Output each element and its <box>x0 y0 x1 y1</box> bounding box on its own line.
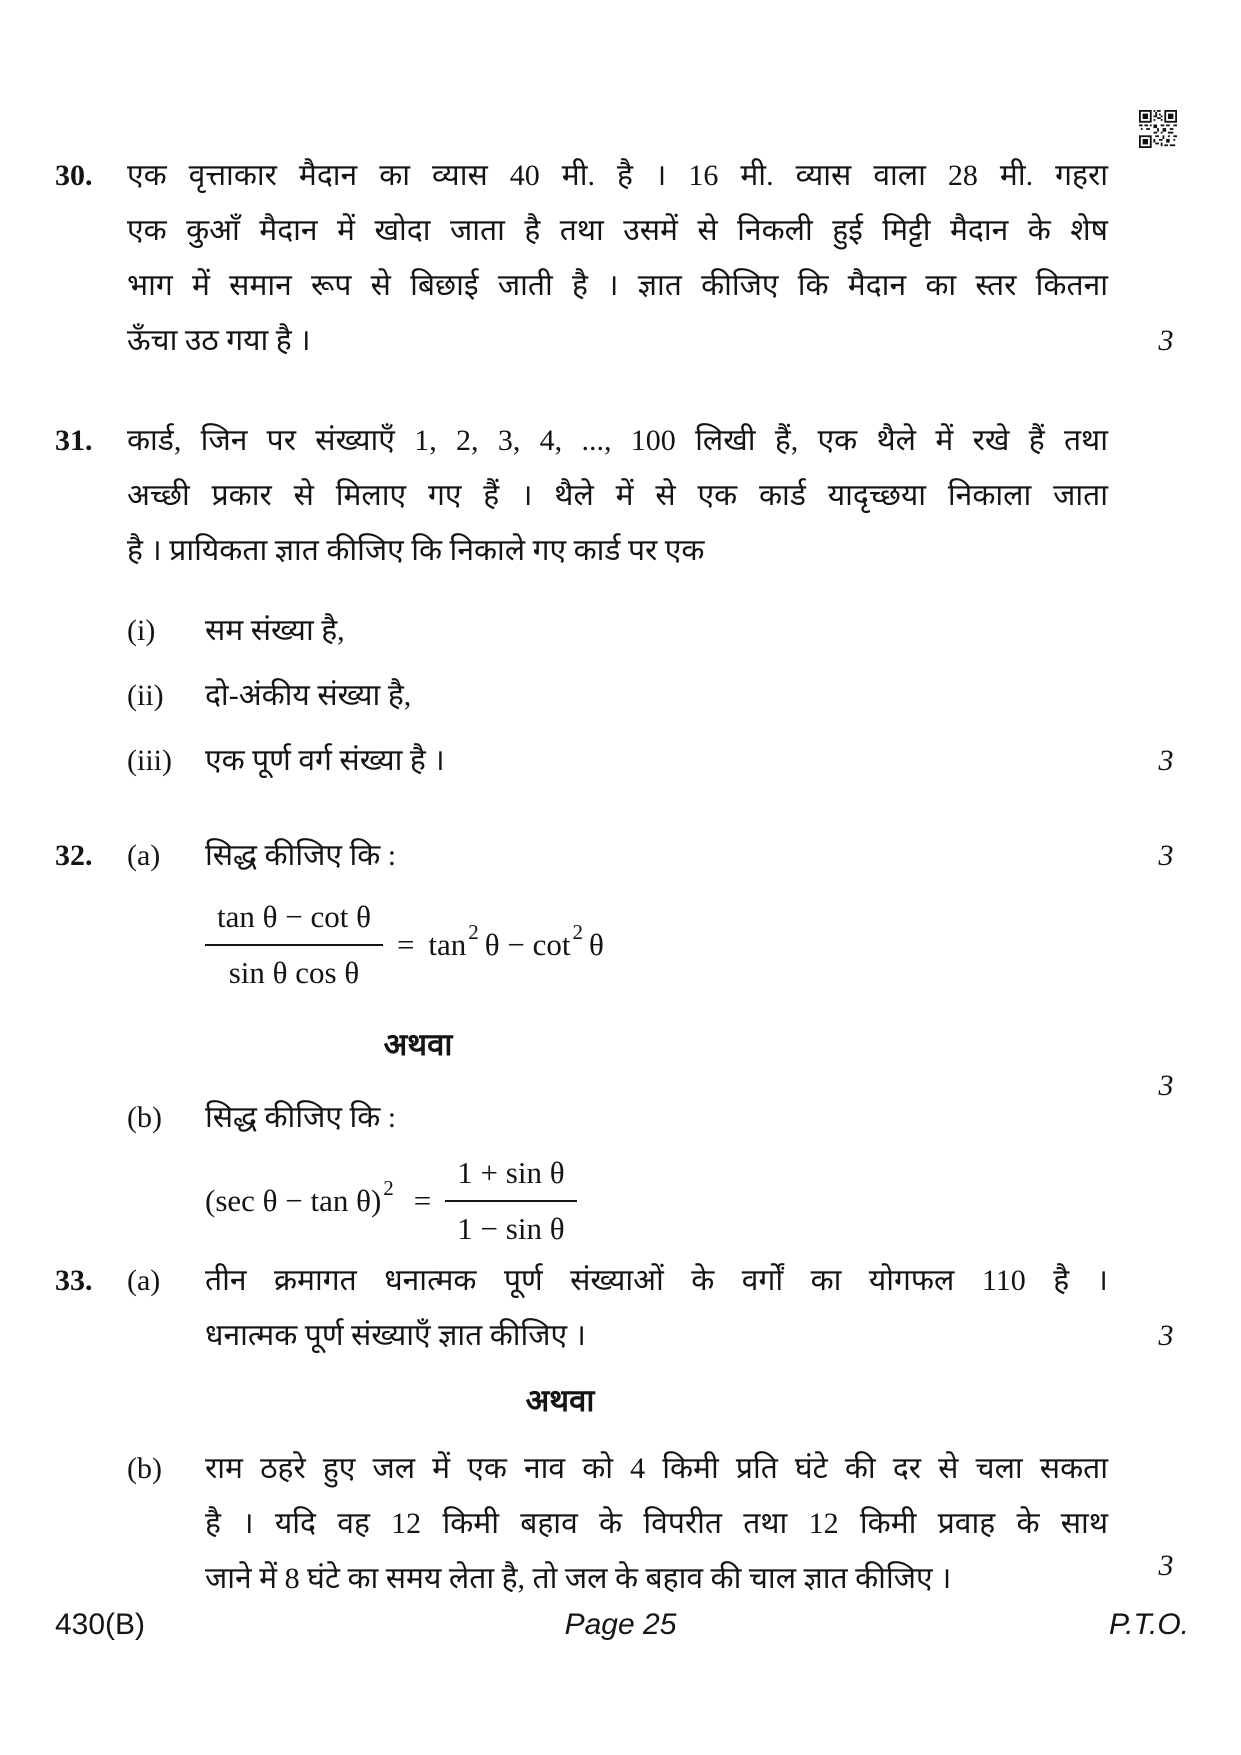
question-31-subparts <box>127 603 1195 788</box>
fraction-denominator: sin θ cos θ <box>228 955 360 990</box>
question-33a-line-2: धनात्मक पूर्ण संख्याएँ ज्ञात कीजिए । <box>205 1319 586 1352</box>
question-32-or-label: अथवा <box>383 1027 453 1062</box>
question-32b-header <box>55 1090 1195 1145</box>
question-30-number: 30. <box>55 159 93 192</box>
question-33a-line-1: तीन क्रमागत धनात्मक पूर्ण संख्याओं के वर्गों का योगफल 110 है । <box>205 1264 1108 1297</box>
question-32 <box>55 828 1195 1249</box>
question-32a-marks: 3 <box>1158 839 1174 872</box>
question-32b-formula <box>205 1153 1195 1249</box>
lhs-exponent: 2 <box>383 1175 394 1200</box>
qr-code-icon <box>1139 110 1177 148</box>
question-32b-marks: 3 <box>1158 1069 1174 1102</box>
question-33b-line-1: राम ठहरे हुए जल में एक नाव को 4 किमी प्रति घंटे की दर से चला सकता <box>205 1452 1108 1485</box>
question-33b-line-3: जाने में 8 घंटे का समय लेता है, तो जल के बहाव की चाल ज्ञात कीजिए । <box>205 1562 952 1595</box>
question-32b-label: (b) <box>127 1101 162 1134</box>
question-32b-text: सिद्ध कीजिए कि : <box>205 1101 397 1134</box>
question-30-line-2: एक कुआँ मैदान में खोदा जाता है तथा उसमें से निकली हुई मिट्टी मैदान के शेष <box>127 214 1108 247</box>
question-32a-header <box>55 828 1195 883</box>
fraction-rhs <box>445 1153 576 1249</box>
pto-label: P.T.O. <box>1108 1608 1189 1641</box>
question-33a <box>55 1253 1195 1363</box>
subpart-ii <box>127 668 1195 723</box>
rhs-middle: θ − cot <box>484 927 571 962</box>
subpart-i-label: (i) <box>127 614 156 647</box>
question-31 <box>55 413 1195 798</box>
question-32a-formula <box>205 897 1195 993</box>
subpart-i <box>127 603 1195 658</box>
question-33b <box>55 1441 1195 1606</box>
question-30 <box>55 148 1195 368</box>
fraction-numerator: tan θ − cot θ <box>205 897 383 946</box>
fraction-numerator: 1 + sin θ <box>445 1153 576 1202</box>
paper-code: 430(B) <box>55 1608 146 1641</box>
rhs-exponent-2: 2 <box>572 919 584 944</box>
subpart-iii-text: एक पूर्ण वर्ग संख्या है । <box>205 744 445 777</box>
equals-sign: = <box>413 1183 432 1218</box>
question-33 <box>55 1253 1195 1606</box>
lhs-expression: (sec θ − tan θ) <box>205 1183 382 1218</box>
question-30-line-4: ऊँचा उठ गया है । <box>127 324 311 357</box>
subpart-ii-label: (ii) <box>127 679 164 712</box>
question-33b-line-2: है । यदि वह 12 किमी बहाव के विपरीत तथा 12 किमी प्रवाह के साथ <box>205 1507 1108 1540</box>
subpart-i-text: सम संख्या है, <box>205 614 345 647</box>
question-31-line-1: कार्ड, जिन पर संख्याएँ 1, 2, 3, 4, ..., 100 लिखी हैं, एक थैले में रखे हैं तथा <box>127 424 1108 457</box>
rhs-term-1: tan <box>428 927 467 962</box>
question-33b-text <box>205 1441 1108 1606</box>
subpart-iii-label: (iii) <box>127 744 172 777</box>
question-30-text <box>127 148 1108 368</box>
question-30-line-1: एक वृत्ताकार मैदान का व्यास 40 मी. है । 16 मी. व्यास वाला 28 मी. गहरा <box>127 159 1108 192</box>
question-31-text <box>127 413 1108 578</box>
question-33-or-label: अथवा <box>525 1383 595 1418</box>
question-33b-label: (b) <box>127 1452 162 1485</box>
page-number: Page 25 <box>564 1608 677 1641</box>
question-30-line-3: भाग में समान रूप से बिछाई जाती है । ज्ञात कीजिए कि मैदान का स्तर कितना <box>127 269 1108 302</box>
subpart-iii <box>127 733 1195 788</box>
question-33a-marks: 3 <box>1158 1319 1174 1352</box>
question-33b-marks: 3 <box>1158 1549 1174 1582</box>
question-31-line-2: अच्छी प्रकार से मिलाए गए हैं । थैले में से एक कार्ड यादृच्छया निकाला जाता <box>127 479 1108 512</box>
question-32-number: 32. <box>55 839 93 872</box>
question-32a-label: (a) <box>127 839 161 872</box>
question-31-marks: 3 <box>1158 744 1174 777</box>
subpart-ii-text: दो-अंकीय संख्या है, <box>205 679 412 712</box>
fraction-lhs <box>205 897 383 993</box>
question-31-line-3: है । प्रायिकता ज्ञात कीजिए कि निकाले गए कार्ड पर एक <box>127 534 705 567</box>
question-33-number: 33. <box>55 1264 93 1297</box>
question-33a-label: (a) <box>127 1264 161 1297</box>
question-30-marks: 3 <box>1158 324 1174 357</box>
question-32a-text: सिद्ध कीजिए कि : <box>205 839 397 872</box>
rhs-tail: θ <box>589 927 604 962</box>
equals-sign: = <box>396 927 415 962</box>
question-33a-text <box>205 1253 1108 1363</box>
fraction-denominator: 1 − sin θ <box>457 1211 565 1246</box>
question-31-number: 31. <box>55 424 93 457</box>
rhs-exponent-1: 2 <box>468 919 479 944</box>
